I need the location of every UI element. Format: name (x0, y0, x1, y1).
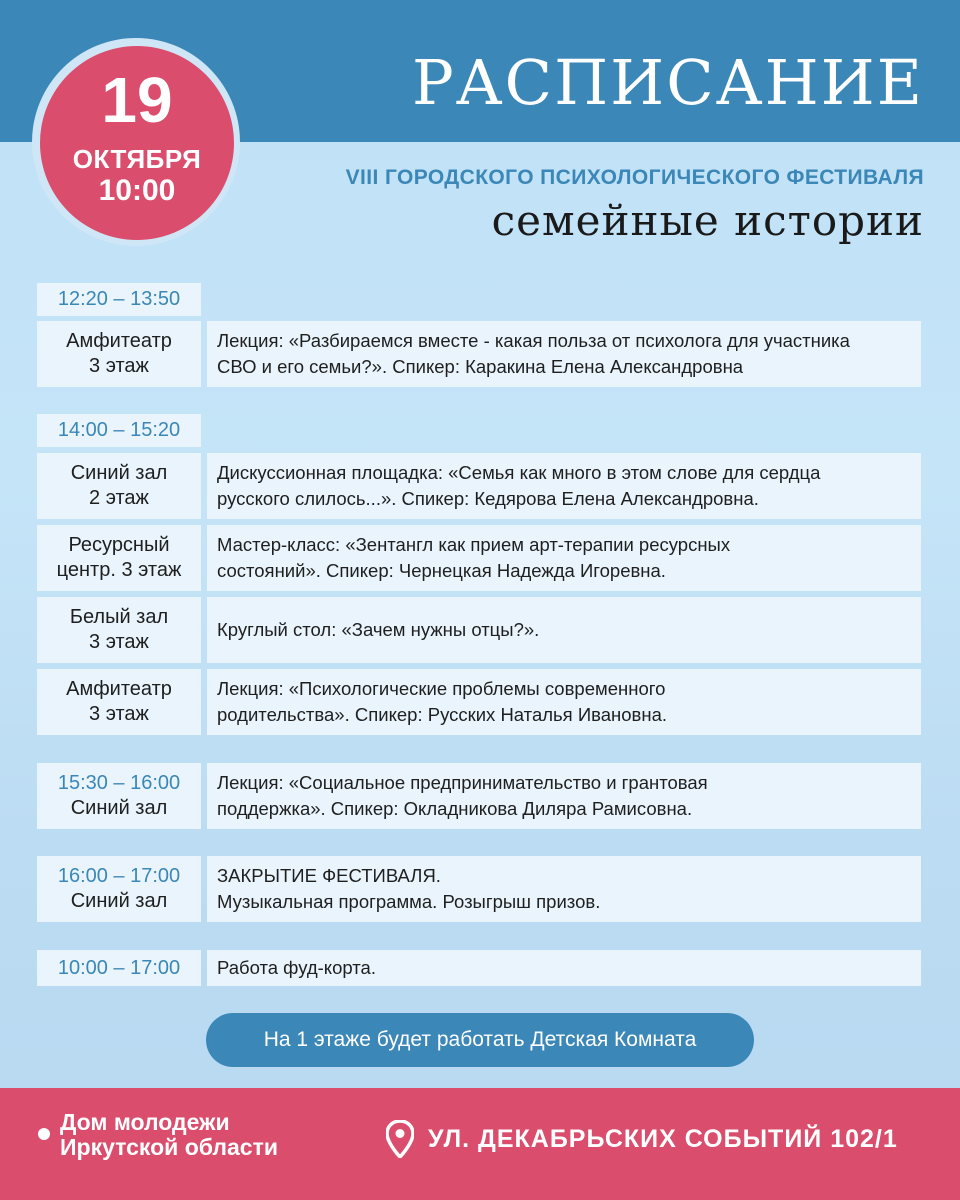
time-slot-4: 16:00 – 17:00 (57, 865, 181, 887)
event-line: поддержка». Спикер: Окладникова Диляра Рамисовна. (217, 798, 693, 819)
event-line: Дискуссионная площадка: «Семья как много в этом слове для сердца (217, 462, 821, 483)
kids-room-notice: На 1 этаже будет работать Детская Комната (206, 1013, 754, 1067)
time-slot-3: 15:30 – 16:00 (57, 772, 181, 794)
event-line: Лекция: «Социальное предпринимательство и грантовая (217, 772, 708, 793)
time-slot-2: 14:00 – 15:20 (37, 414, 201, 447)
date-time: 10:00 (98, 174, 176, 207)
location-name: Синий зал (70, 890, 168, 912)
location-cell (37, 763, 201, 829)
date-badge (40, 46, 234, 240)
event-description (207, 950, 921, 986)
event-description (207, 763, 921, 829)
organizer (60, 1110, 278, 1160)
bullet-icon (38, 1128, 50, 1140)
location-cell (37, 597, 201, 663)
event-line: Работа фуд-корта. (217, 957, 376, 978)
event-description (207, 669, 921, 735)
event-line: родительства». Спикер: Русских Наталья Ивановна. (217, 704, 668, 725)
date-day: 19 (101, 64, 173, 136)
location-floor: 3 этаж (89, 631, 149, 653)
event-line: Круглый стол: «Зачем нужны отцы?». (217, 619, 540, 640)
event-line: русского слилось...». Спикер: Кедярова Елена Александровна. (217, 488, 759, 509)
date-month: ОКТЯБРЯ (72, 144, 202, 174)
location-cell (37, 525, 201, 591)
event-line: состояний». Спикер: Чернецкая Надежда Игоревна. (217, 560, 666, 581)
time-slot-5: 10:00 – 17:00 (37, 950, 201, 986)
location-name: Амфитеатр (66, 330, 172, 352)
location-cell (37, 669, 201, 735)
event-line: ЗАКРЫТИЕ ФЕСТИВАЛЯ. (217, 865, 441, 886)
organizer-line: Иркутской области (60, 1134, 278, 1160)
event-line: СВО и его семьи?». Спикер: Каракина Елена Александровна (217, 356, 744, 377)
address (386, 1120, 898, 1158)
festival-subtitle: VIII ГОРОДСКОГО ПСИХОЛОГИЧЕСКОГО ФЕСТИВАЛЯ (345, 166, 924, 189)
location-floor: 3 этаж (89, 703, 149, 725)
festival-name: семейные истории (491, 196, 924, 245)
location-name: Белый зал (69, 606, 169, 628)
location-pin-icon (386, 1120, 414, 1158)
event-description (207, 597, 921, 663)
location-floor: 3 этаж (89, 355, 149, 377)
location-name: Синий зал (70, 462, 168, 484)
event-description (207, 453, 921, 519)
organizer-line: Дом молодежи (60, 1109, 230, 1135)
location-floor: 2 этаж (89, 487, 149, 509)
event-line: Лекция: «Разбираемся вместе - какая польза от психолога для участника (217, 330, 850, 351)
address-text: УЛ. ДЕКАБРЬСКИХ СОБЫТИЙ 102/1 (428, 1124, 898, 1153)
location-floor: центр. 3 этаж (56, 559, 182, 581)
location-cell (37, 856, 201, 922)
location-name: Ресурсный (68, 534, 170, 556)
page-title: РАСПИСАНИЕ (411, 46, 924, 119)
location-name: Синий зал (70, 797, 168, 819)
event-description (207, 856, 921, 922)
event-line: Музыкальная программа. Розыгрыш призов. (217, 891, 601, 912)
location-cell (37, 453, 201, 519)
time-slot-1: 12:20 – 13:50 (37, 283, 201, 316)
location-name: Амфитеатр (66, 678, 172, 700)
event-line: Лекция: «Психологические проблемы современного (217, 678, 666, 699)
event-description (207, 321, 921, 387)
event-description (207, 525, 921, 591)
event-line: Мастер-класс: «Зентангл как прием арт-терапии ресурсных (217, 534, 731, 555)
location-cell (37, 321, 201, 387)
